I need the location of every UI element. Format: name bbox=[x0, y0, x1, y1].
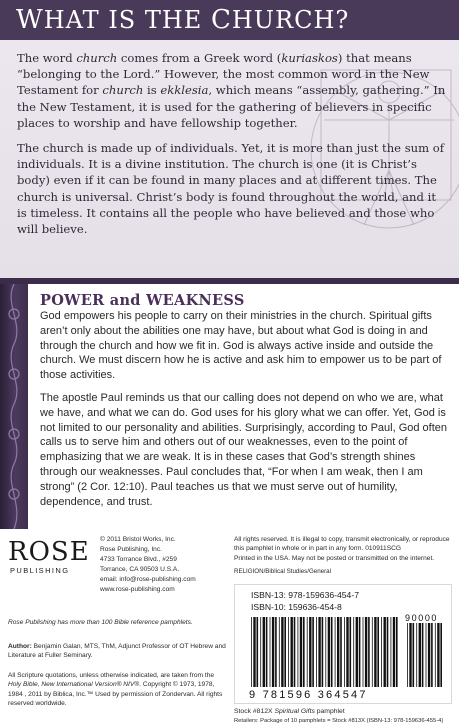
subject-category: RELIGION/Biblical Studies/General bbox=[234, 568, 331, 575]
barcode-bar bbox=[356, 617, 358, 687]
barcode-bar bbox=[416, 623, 417, 687]
barcode-bar bbox=[344, 617, 345, 687]
barcode-bar bbox=[298, 617, 299, 687]
barcode-number: 9 781596 364547 bbox=[249, 689, 368, 701]
barcode-bar bbox=[335, 617, 336, 687]
barcode-bar bbox=[437, 623, 439, 687]
publisher-address: © 2011 Bristol Works, Inc. Rose Publishing, Inc. 4733 Torrance Blvd., #259 Torrance, CA 90503 U.S.A. email: info@rose-publishing.com www.rose-publishing.com bbox=[100, 536, 196, 593]
barcode-bar bbox=[391, 617, 392, 687]
barcode-bar bbox=[272, 617, 274, 687]
barcode-bar bbox=[291, 617, 293, 687]
barcode-bar bbox=[307, 617, 308, 687]
barcode-bar bbox=[294, 617, 296, 687]
barcode-bar bbox=[381, 617, 382, 687]
empowerment-paragraph: God empowers his people to carry on their ministries in the church. Spiritual gifts aren’t only about the abilities one may have, but about what God is doing in and through the church and how we fit in. God is always active inside and outside the church. We must discern how he is active and ask him to empower us to be part of those activities. bbox=[40, 310, 442, 382]
what-is-church-body bbox=[17, 50, 447, 246]
barcode-bar bbox=[270, 617, 271, 687]
isbn-13: ISBN-13: 978-159636-454-7 bbox=[251, 590, 359, 600]
barcode-bar bbox=[300, 617, 302, 687]
barcode-bar bbox=[316, 617, 317, 687]
barcode-bar bbox=[393, 617, 395, 687]
barcode-bar bbox=[426, 623, 427, 687]
barcode-bar bbox=[284, 617, 286, 687]
barcode-bar bbox=[281, 617, 283, 687]
power-and-weakness-section bbox=[0, 284, 459, 529]
barcode-bar bbox=[431, 623, 433, 687]
barcode-bar bbox=[377, 617, 379, 687]
copyright-notice: All rights reserved. It is illegal to copy, transmit electronically, or reproduce this pamphlet in whole or in part in any form. 010911SCG Printed in the USA. May not be posted or transmitted on the internet. bbox=[234, 536, 450, 562]
publisher-tagline: Rose Publishing has more than 100 Bible reference pamphlets. bbox=[8, 619, 193, 626]
barcode-bar bbox=[422, 623, 424, 687]
barcode-bar bbox=[396, 617, 398, 687]
barcode-bar bbox=[337, 617, 339, 687]
barcode-bar bbox=[263, 617, 265, 687]
barcode-bar bbox=[328, 617, 330, 687]
barcode-bar bbox=[413, 623, 415, 687]
rose-publishing-logo: ROSE PUBLISHING bbox=[8, 537, 90, 575]
barcode-bar bbox=[363, 617, 364, 687]
barcode-bar bbox=[359, 617, 361, 687]
barcode-bar bbox=[325, 617, 326, 687]
barcode-bar bbox=[322, 617, 324, 687]
stock-info: Stock #812X Spiritual Gifts pamphlet Retailers: Package of 10 pamphlets = Stock #813X (ISBN-13: 978-159636-455-4) bbox=[234, 708, 444, 725]
power-and-weakness-title: POWER and WEAKNESS bbox=[40, 292, 245, 309]
barcode-bar bbox=[350, 617, 352, 687]
barcode-bar bbox=[428, 623, 430, 687]
barcode-bar bbox=[372, 617, 373, 687]
barcode-bar bbox=[266, 617, 268, 687]
barcode-bar bbox=[288, 617, 289, 687]
floral-ornament bbox=[0, 284, 28, 529]
barcode-bar bbox=[251, 617, 252, 687]
barcode-bar bbox=[407, 623, 408, 687]
barcode-bar bbox=[440, 623, 442, 687]
barcode-box bbox=[234, 584, 452, 704]
publication-info-section bbox=[0, 529, 459, 725]
barcode-bar bbox=[368, 617, 370, 687]
barcode-bar bbox=[384, 617, 386, 687]
barcode-bar bbox=[365, 617, 367, 687]
barcode-bar bbox=[309, 617, 311, 687]
publisher-column bbox=[0, 529, 230, 725]
author-credit: Author: Benjamin Galan, MTS, ThM, Adjunct Professor of OT Hebrew and Literature at Fuller Seminary. bbox=[8, 643, 226, 660]
isbn-10: ISBN-10: 159636-454-8 bbox=[251, 602, 342, 612]
barcode-bar bbox=[318, 617, 320, 687]
section-title-what-is-the-church: WHAT IS THE CHURCH? bbox=[16, 5, 350, 35]
barcode-bar bbox=[253, 617, 255, 687]
barcode-bar bbox=[409, 623, 411, 687]
barcode-bar bbox=[346, 617, 348, 687]
addon-number: 90000 bbox=[405, 613, 439, 623]
addon-barcode bbox=[405, 623, 445, 687]
barcode-bar bbox=[435, 623, 436, 687]
power-and-weakness-body bbox=[40, 309, 450, 517]
ean-barcode bbox=[249, 617, 399, 687]
what-is-church-section bbox=[0, 0, 459, 278]
barcode-bar bbox=[340, 617, 342, 687]
church-definition-paragraph: The word church comes from a Greek word (kuriaskos) that means “belonging to the Lord.” However, the most common word in the New Testament for church is ekklesia, which means “assembly, gathering.” In the New Testament, it is used for the gathering of believers in specific places to worship and have fellowship together. bbox=[17, 51, 446, 130]
barcode-bar bbox=[419, 623, 421, 687]
barcode-bar bbox=[303, 617, 305, 687]
barcode-bar bbox=[260, 617, 261, 687]
weakness-paragraph: The apostle Paul reminds us that our calling does not depend on who we are, what we have, and what we can do. God uses for his glory what we can offer. Yet, God is not limited to our personality and abilities. Surprisingly, according to Paul, God often calls us to serve him and others out of our weaknesses, even to the point of emphasizing that we are weak. It is in these cases that God’s strength shines through our weaknesses. Paul concludes that, “For when I am weak, then I am strong” (2 Cor. 12:10). Paul teaches us that we must serve out of humility, dependence, and trust. bbox=[40, 391, 448, 508]
barcode-bar bbox=[279, 617, 280, 687]
barcode-bar bbox=[312, 617, 314, 687]
barcode-bar bbox=[331, 617, 333, 687]
church-individuals-paragraph: The church is made up of individuals. Yet, it is more than just the sum of individuals. It is a divine institution. The church is one (it is Christ’s body) even if it can be found in many places and at different times. The church is universal. Christ’s body is found throughout the world, and it is timeless. It contains all the people who have believed and those who will believe. bbox=[17, 141, 445, 237]
barcode-bar bbox=[387, 617, 389, 687]
barcode-bar bbox=[257, 617, 259, 687]
scripture-notice: All Scripture quotations, unless otherwise indicated, are taken from the Holy Bible, New International Version® NIV®. Copyright © 1973, 1978, 1984 , 2011 by Biblica, Inc.™ Used by permission of Zondervan. All rights reserved worldwide. bbox=[8, 672, 223, 708]
barcode-bar bbox=[353, 617, 354, 687]
barcode-bar bbox=[374, 617, 376, 687]
barcode-bar bbox=[275, 617, 277, 687]
